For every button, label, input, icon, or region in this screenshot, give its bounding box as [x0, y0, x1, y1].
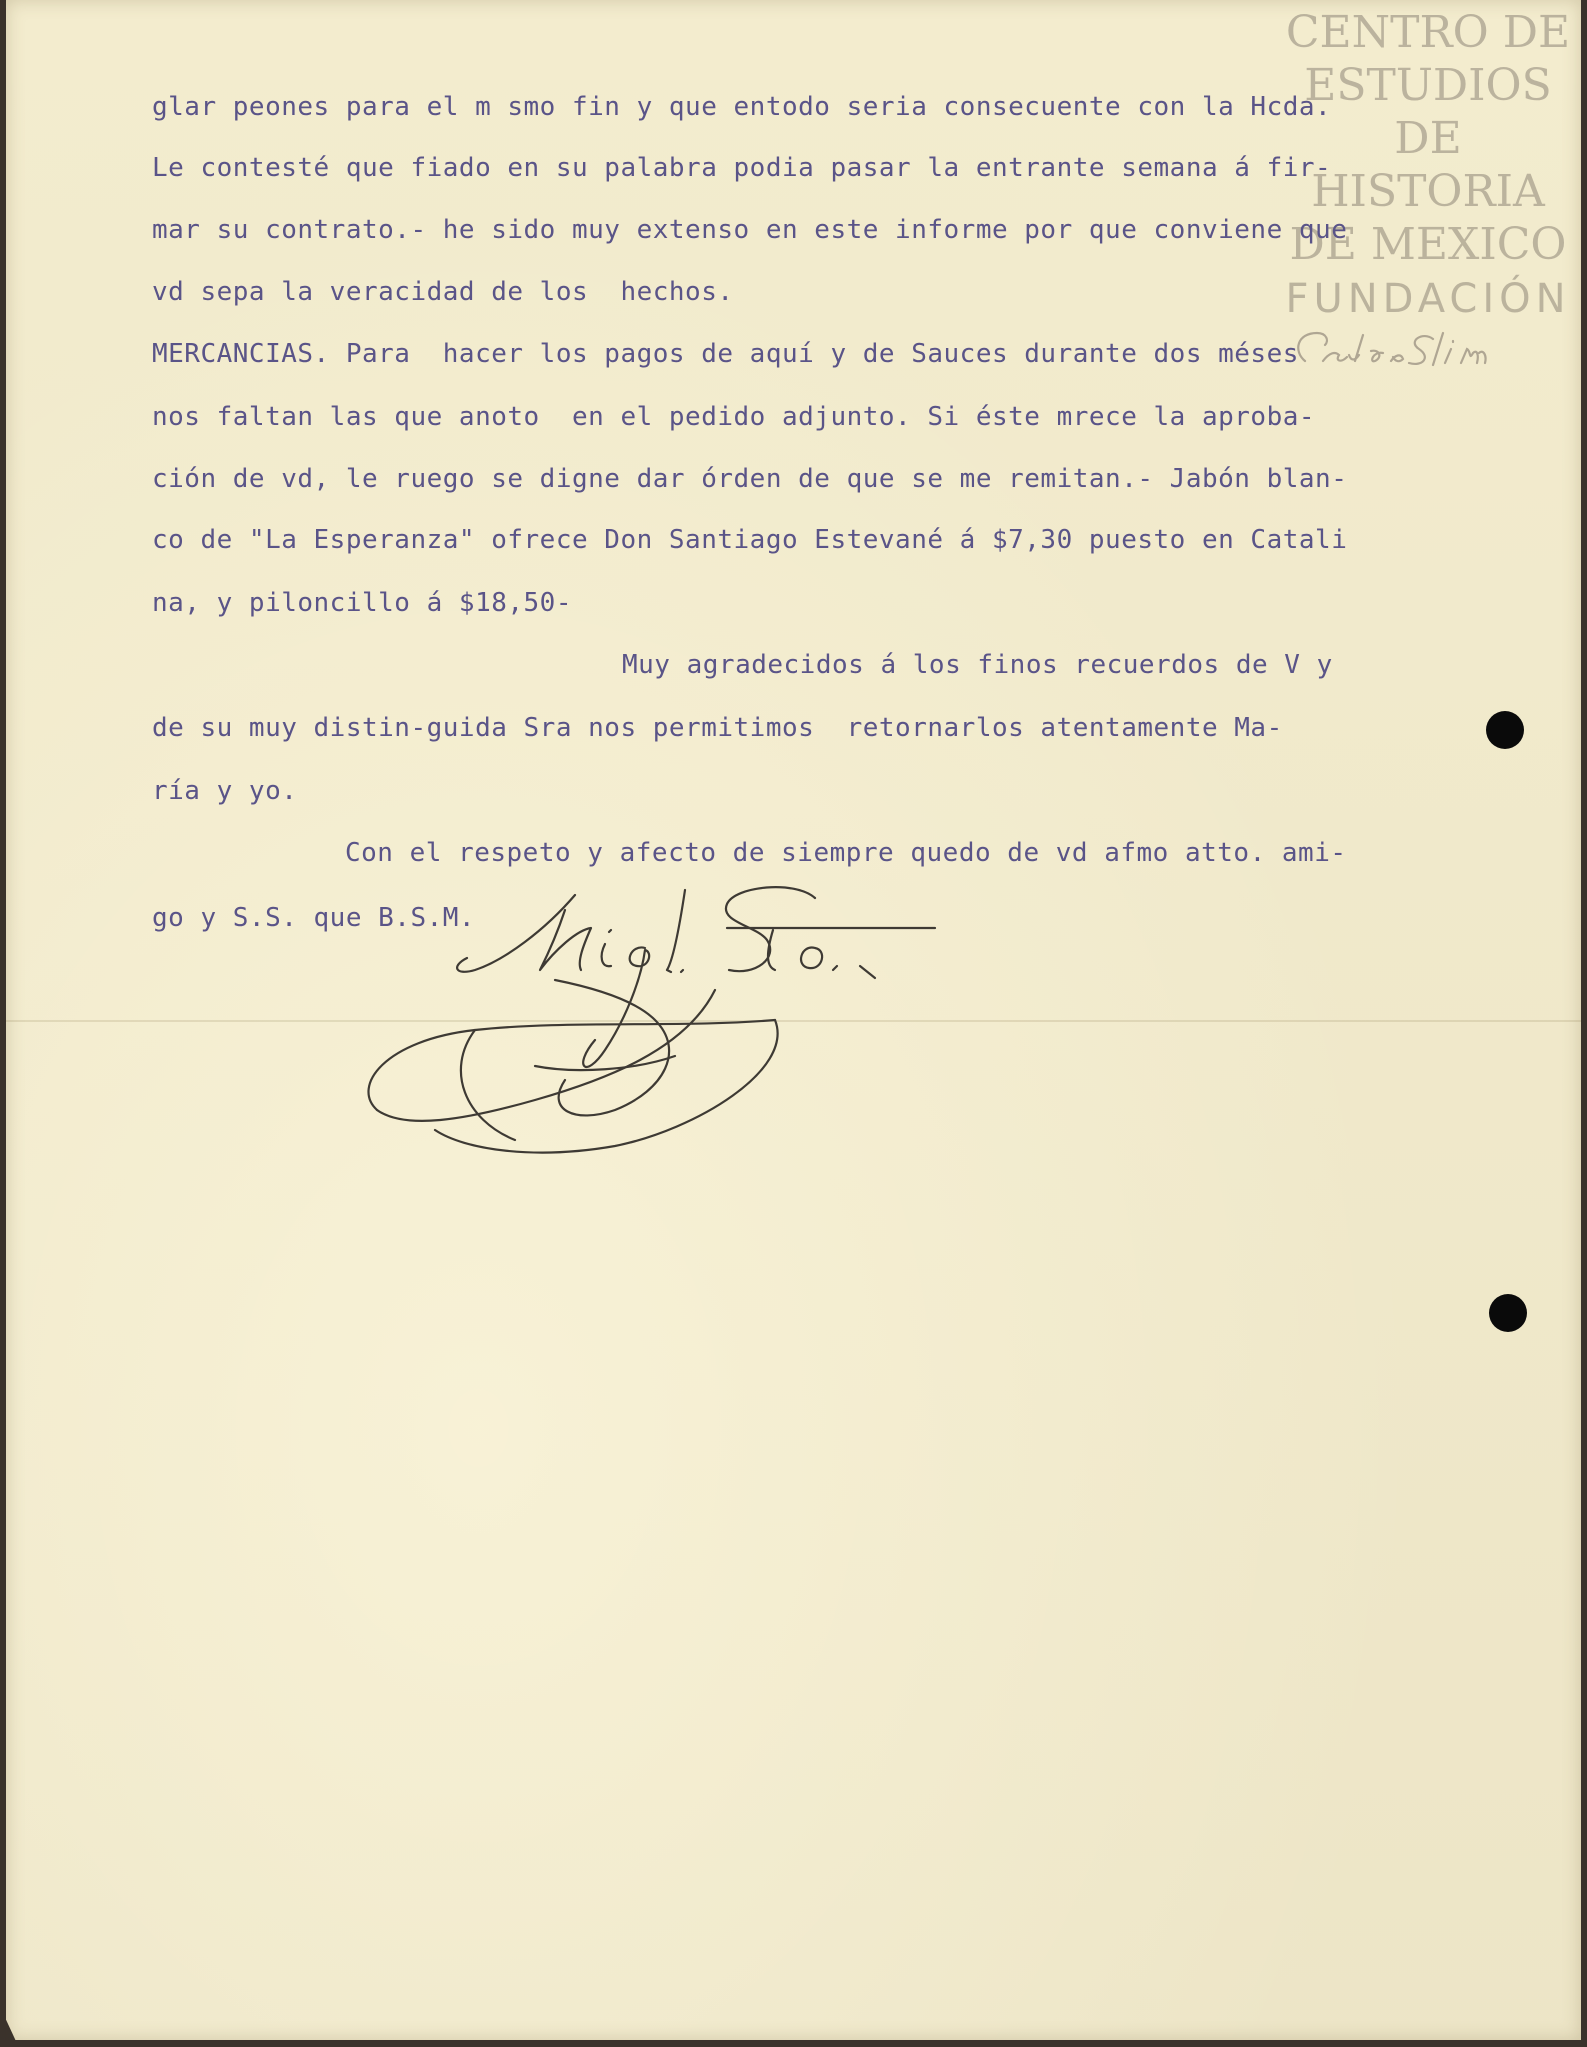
letter-line: MERCANCIAS. Para hacer los pagos de aquí y de Sauces durante dos méses [152, 339, 1299, 369]
letter-line: de su muy distin-guida Sra nos permitimos retornarlos atentamente Ma- [152, 713, 1283, 743]
watermark-line: DE HISTORIA [1311, 113, 1545, 217]
letter-line: ción de vd, le ruego se digne dar órden de que se me remitan.- Jabón blan- [152, 464, 1348, 494]
punch-hole [1486, 711, 1524, 749]
punch-hole [1489, 1294, 1527, 1332]
letter-line: na, y piloncillo á $18,50- [152, 588, 572, 618]
letter-line: co de "La Esperanza" ofrece Don Santiago Estevané á $7,30 puesto en Catali [152, 525, 1348, 555]
letter-line: Le contesté que fiado en su palabra podia pasar la entrante semana á fir- [152, 153, 1332, 183]
letter-line: mar su contrato.- he sido muy extenso en este informe por que conviene que [152, 215, 1348, 245]
letter-line: vd sepa la veracidad de los hechos. [152, 277, 734, 307]
watermark-line: ESTUDIOS [1304, 60, 1552, 111]
letter-line: go y S.S. que B.S.M. [152, 903, 476, 933]
letter-line: glar peones para el m smo fin y que entodo seria consecuente con la Hcda. [152, 92, 1332, 122]
letter-line: Con el respeto y afecto de siempre quedo de vd afmo atto. ami- [345, 838, 1347, 868]
letter-line: Muy agradecidos á los finos recuerdos de V y [622, 650, 1333, 680]
letter-line: ría y yo. [152, 776, 298, 806]
watermark-foundation: FUNDACIÓN [1285, 276, 1571, 322]
watermark-signature [1283, 321, 1573, 380]
handwritten-signature [355, 870, 1175, 1190]
letter-line: nos faltan las que anoto en el pedido adjunto. Si éste mrece la aproba- [152, 402, 1316, 432]
archive-watermark [1283, 6, 1573, 380]
watermark-line: CENTRO DE [1285, 7, 1571, 58]
watermark-line: DE MEXICO [1289, 219, 1567, 270]
